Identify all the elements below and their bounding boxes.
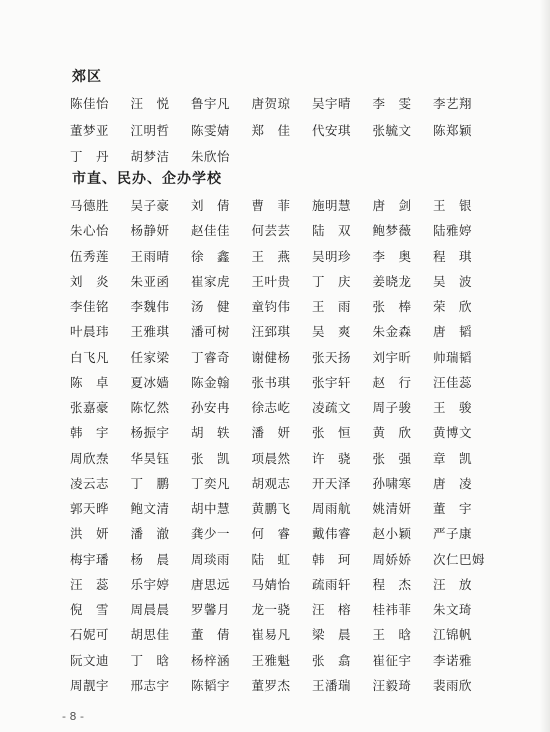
name-entry: 丁 晗: [130, 652, 170, 668]
name-entry: 洪 妍: [70, 526, 110, 542]
name-entry: 张嘉豪: [70, 400, 110, 415]
name-entry: 邢志宇: [130, 677, 170, 693]
name-entry: 李 雯: [372, 96, 412, 111]
name-entry: 董 倩: [191, 627, 231, 643]
name-entry: 周雨航: [312, 501, 352, 516]
name-entry: 李 奥: [372, 248, 412, 264]
name-entry: 汤 健: [191, 299, 231, 314]
name-entry: 张 翕: [312, 652, 352, 668]
name-entry: 何 睿: [251, 526, 291, 542]
name-entry: 孙啸寒: [372, 475, 412, 491]
name-entry: 章 凯: [433, 450, 473, 466]
name-entry: 丁 鹏: [130, 475, 170, 491]
name-entry: 凌云志: [70, 475, 110, 491]
name-entry: 陈佳怡: [70, 96, 110, 111]
name-entry: 崔易凡: [251, 627, 291, 643]
name-entry: 戴伟睿: [312, 526, 352, 542]
name-entry: 孙安冉: [191, 400, 231, 415]
name-entry: 杨 晨: [130, 551, 170, 567]
name-entry: 鲁宇凡: [191, 96, 231, 111]
name-entry: 杨静妍: [130, 223, 170, 239]
name-entry: 阮文迪: [70, 652, 110, 668]
name-entry: 刘宇昕: [372, 349, 412, 365]
name-list-city-schools: [70, 196, 490, 701]
name-entry: 汪毅琦: [372, 677, 412, 693]
name-entry: 潘可树: [191, 324, 231, 340]
name-entry: 周靓宇: [70, 677, 110, 693]
section-heading-city-schools: 市直、民办、企办学校: [72, 171, 222, 187]
name-entry: 项晨然: [251, 450, 291, 466]
name-entry: 江锦帆: [433, 627, 473, 643]
name-entry: 吴明珍: [312, 248, 352, 264]
name-entry: 夏冰嫱: [130, 374, 170, 390]
name-entry: 张 棒: [372, 299, 412, 314]
name-entry: 张毓文: [372, 122, 412, 138]
name-entry: 王叶贵: [251, 273, 291, 289]
name-entry: 赵 行: [372, 374, 412, 390]
name-list-suburb: [70, 94, 490, 174]
name-entry: 王 晗: [372, 627, 412, 643]
name-entry: 朱欣怡: [191, 149, 231, 164]
name-entry: 刘 炎: [70, 273, 110, 289]
name-entry: 赵佳佳: [191, 223, 231, 239]
name-entry: 胡思佳: [130, 627, 170, 643]
name-entry: 裴雨欣: [433, 677, 473, 693]
name-entry: 韩 珂: [312, 551, 352, 567]
section-heading-suburb: 郊区: [72, 69, 102, 85]
name-entry: 伍秀莲: [70, 248, 110, 264]
name-entry: 杨梓涵: [191, 652, 231, 668]
name-entry: 陆雅婷: [433, 223, 473, 239]
name-entry: 周欣焘: [70, 450, 110, 466]
name-entry: 鲍梦薇: [372, 223, 412, 239]
name-entry: 吴宇晴: [312, 96, 352, 111]
name-entry: 赵小颖: [372, 526, 412, 542]
name-entry: 谢健杨: [251, 349, 291, 365]
name-entry: 朱亚函: [130, 273, 170, 289]
name-entry: 白飞凡: [70, 349, 110, 365]
name-entry: 汪佳蕊: [433, 374, 473, 390]
name-entry: 王雨晴: [130, 248, 170, 264]
name-entry: 华昊钰: [130, 450, 170, 466]
name-entry: 龙一骁: [251, 602, 291, 617]
name-entry: 黄博文: [433, 425, 473, 441]
name-entry: 黄 欣: [372, 425, 412, 441]
name-entry: 陆 虹: [251, 551, 291, 567]
name-entry: 梁 晨: [312, 627, 352, 643]
name-entry: 潘 澈: [130, 526, 170, 542]
name-entry: 吴 波: [433, 273, 473, 289]
name-entry: 任家梁: [130, 349, 170, 365]
name-entry: 杨振宇: [130, 425, 170, 441]
name-entry: 胡中慧: [191, 501, 231, 516]
name-entry: 丁 丹: [70, 149, 110, 164]
name-entry: 程 琪: [433, 248, 473, 264]
name-entry: 姚清妍: [372, 501, 412, 516]
name-entry: 次仁巴姆: [433, 551, 486, 567]
name-entry: 疏雨轩: [312, 576, 352, 592]
name-entry: 潘 妍: [251, 425, 291, 441]
name-entry: 周琰雨: [191, 551, 231, 567]
name-entry: 王 银: [433, 198, 473, 213]
name-entry: 严子康: [433, 526, 473, 542]
name-entry: 张书琪: [251, 374, 291, 390]
page-number: - 8 -: [62, 710, 84, 723]
name-entry: 姜晓龙: [372, 273, 412, 289]
name-entry: 胡梦洁: [130, 149, 170, 164]
name-entry: 朱心怡: [70, 223, 110, 239]
name-entry: 陈雯婧: [191, 122, 231, 138]
name-entry: 陈忆然: [130, 400, 170, 415]
name-entry: 吴 爽: [312, 324, 352, 340]
name-entry: 乐宇婷: [130, 576, 170, 592]
name-entry: 帅瑞韬: [433, 349, 473, 365]
name-entry: 崔家虎: [191, 273, 231, 289]
name-entry: 张 凯: [191, 450, 231, 466]
name-entry: 周晨晨: [130, 602, 170, 617]
name-entry: 张宇轩: [312, 374, 352, 390]
page-edge-shadow: [540, 0, 550, 732]
name-entry: 龚少一: [191, 526, 231, 542]
name-entry: 开天泽: [312, 475, 352, 491]
name-entry: 丁奕凡: [191, 475, 231, 491]
name-entry: 童钧伟: [251, 299, 291, 314]
name-entry: 张天扬: [312, 349, 352, 365]
name-entry: 胡 轶: [191, 425, 231, 441]
name-entry: 吴子豪: [130, 198, 170, 213]
name-entry: 陆 双: [312, 223, 352, 239]
name-entry: 何芸芸: [251, 223, 291, 239]
name-entry: 董罗杰: [251, 677, 291, 693]
name-entry: 刘 倩: [191, 198, 231, 213]
name-entry: 梅宇璠: [70, 551, 110, 567]
name-entry: 程 杰: [372, 576, 412, 592]
name-entry: 陈韬宇: [191, 677, 231, 693]
name-entry: 唐思远: [191, 576, 231, 592]
name-entry: 桂祎菲: [372, 602, 412, 617]
name-entry: 马德胜: [70, 198, 110, 213]
name-entry: 倪 雪: [70, 602, 110, 617]
name-entry: 汪 放: [433, 576, 473, 592]
name-entry: 张 恒: [312, 425, 352, 441]
name-entry: 曹 菲: [251, 198, 291, 213]
name-entry: 王 雨: [312, 299, 352, 314]
name-entry: 周娇娇: [372, 551, 412, 567]
name-entry: 凌疏文: [312, 400, 352, 415]
name-entry: 王雅琪: [130, 324, 170, 340]
name-entry: 唐 韬: [433, 324, 473, 340]
name-entry: 李诺雅: [433, 652, 473, 668]
name-entry: 郭天晔: [70, 501, 110, 516]
name-entry: 徐志屹: [251, 400, 291, 415]
name-entry: 黄鹏飞: [251, 501, 291, 516]
name-entry: 代安琪: [312, 122, 352, 138]
name-entry: 汪 悦: [130, 96, 170, 111]
name-entry: 江明哲: [130, 122, 170, 138]
name-entry: 李魏伟: [130, 299, 170, 314]
name-entry: 罗馨月: [191, 602, 231, 617]
name-entry: 丁睿奇: [191, 349, 231, 365]
name-entry: 朱文琦: [433, 602, 473, 617]
name-entry: 马婧怡: [251, 576, 291, 592]
name-entry: 叶晨玮: [70, 324, 110, 340]
name-entry: 董梦亚: [70, 122, 110, 138]
name-entry: 周子骏: [372, 400, 412, 415]
name-entry: 石妮可: [70, 627, 110, 643]
name-entry: 王 燕: [251, 248, 291, 264]
name-entry: 陈金翰: [191, 374, 231, 390]
name-entry: 唐贺琼: [251, 96, 291, 111]
name-entry: 徐 鑫: [191, 248, 231, 264]
name-entry: 郑 佳: [251, 122, 291, 138]
name-entry: 韩 宇: [70, 425, 110, 441]
name-entry: 鲍文清: [130, 501, 170, 516]
name-entry: 李佳铭: [70, 299, 110, 314]
name-entry: 陈郑颖: [433, 122, 473, 138]
name-entry: 王潘瑞: [312, 677, 352, 693]
name-entry: 汪郅琪: [251, 324, 291, 340]
name-entry: 陈 卓: [70, 374, 110, 390]
name-entry: 朱金森: [372, 324, 412, 340]
name-entry: 唐 剑: [372, 198, 412, 213]
name-entry: 汪 蕊: [70, 576, 110, 592]
name-entry: 崔征宇: [372, 652, 412, 668]
name-entry: 荣 欣: [433, 299, 473, 314]
name-entry: 丁 庆: [312, 273, 352, 289]
name-entry: 董 宇: [433, 501, 473, 516]
name-entry: 施明慧: [312, 198, 352, 213]
name-entry: 王 骏: [433, 400, 473, 415]
name-entry: 唐 凌: [433, 475, 473, 491]
name-entry: 汪 榕: [312, 602, 352, 617]
name-entry: 许 骁: [312, 450, 352, 466]
name-entry: 王雅魁: [251, 652, 291, 668]
name-entry: 胡观志: [251, 475, 291, 491]
name-entry: 李艺翔: [433, 96, 473, 111]
name-entry: 张 强: [372, 450, 412, 466]
